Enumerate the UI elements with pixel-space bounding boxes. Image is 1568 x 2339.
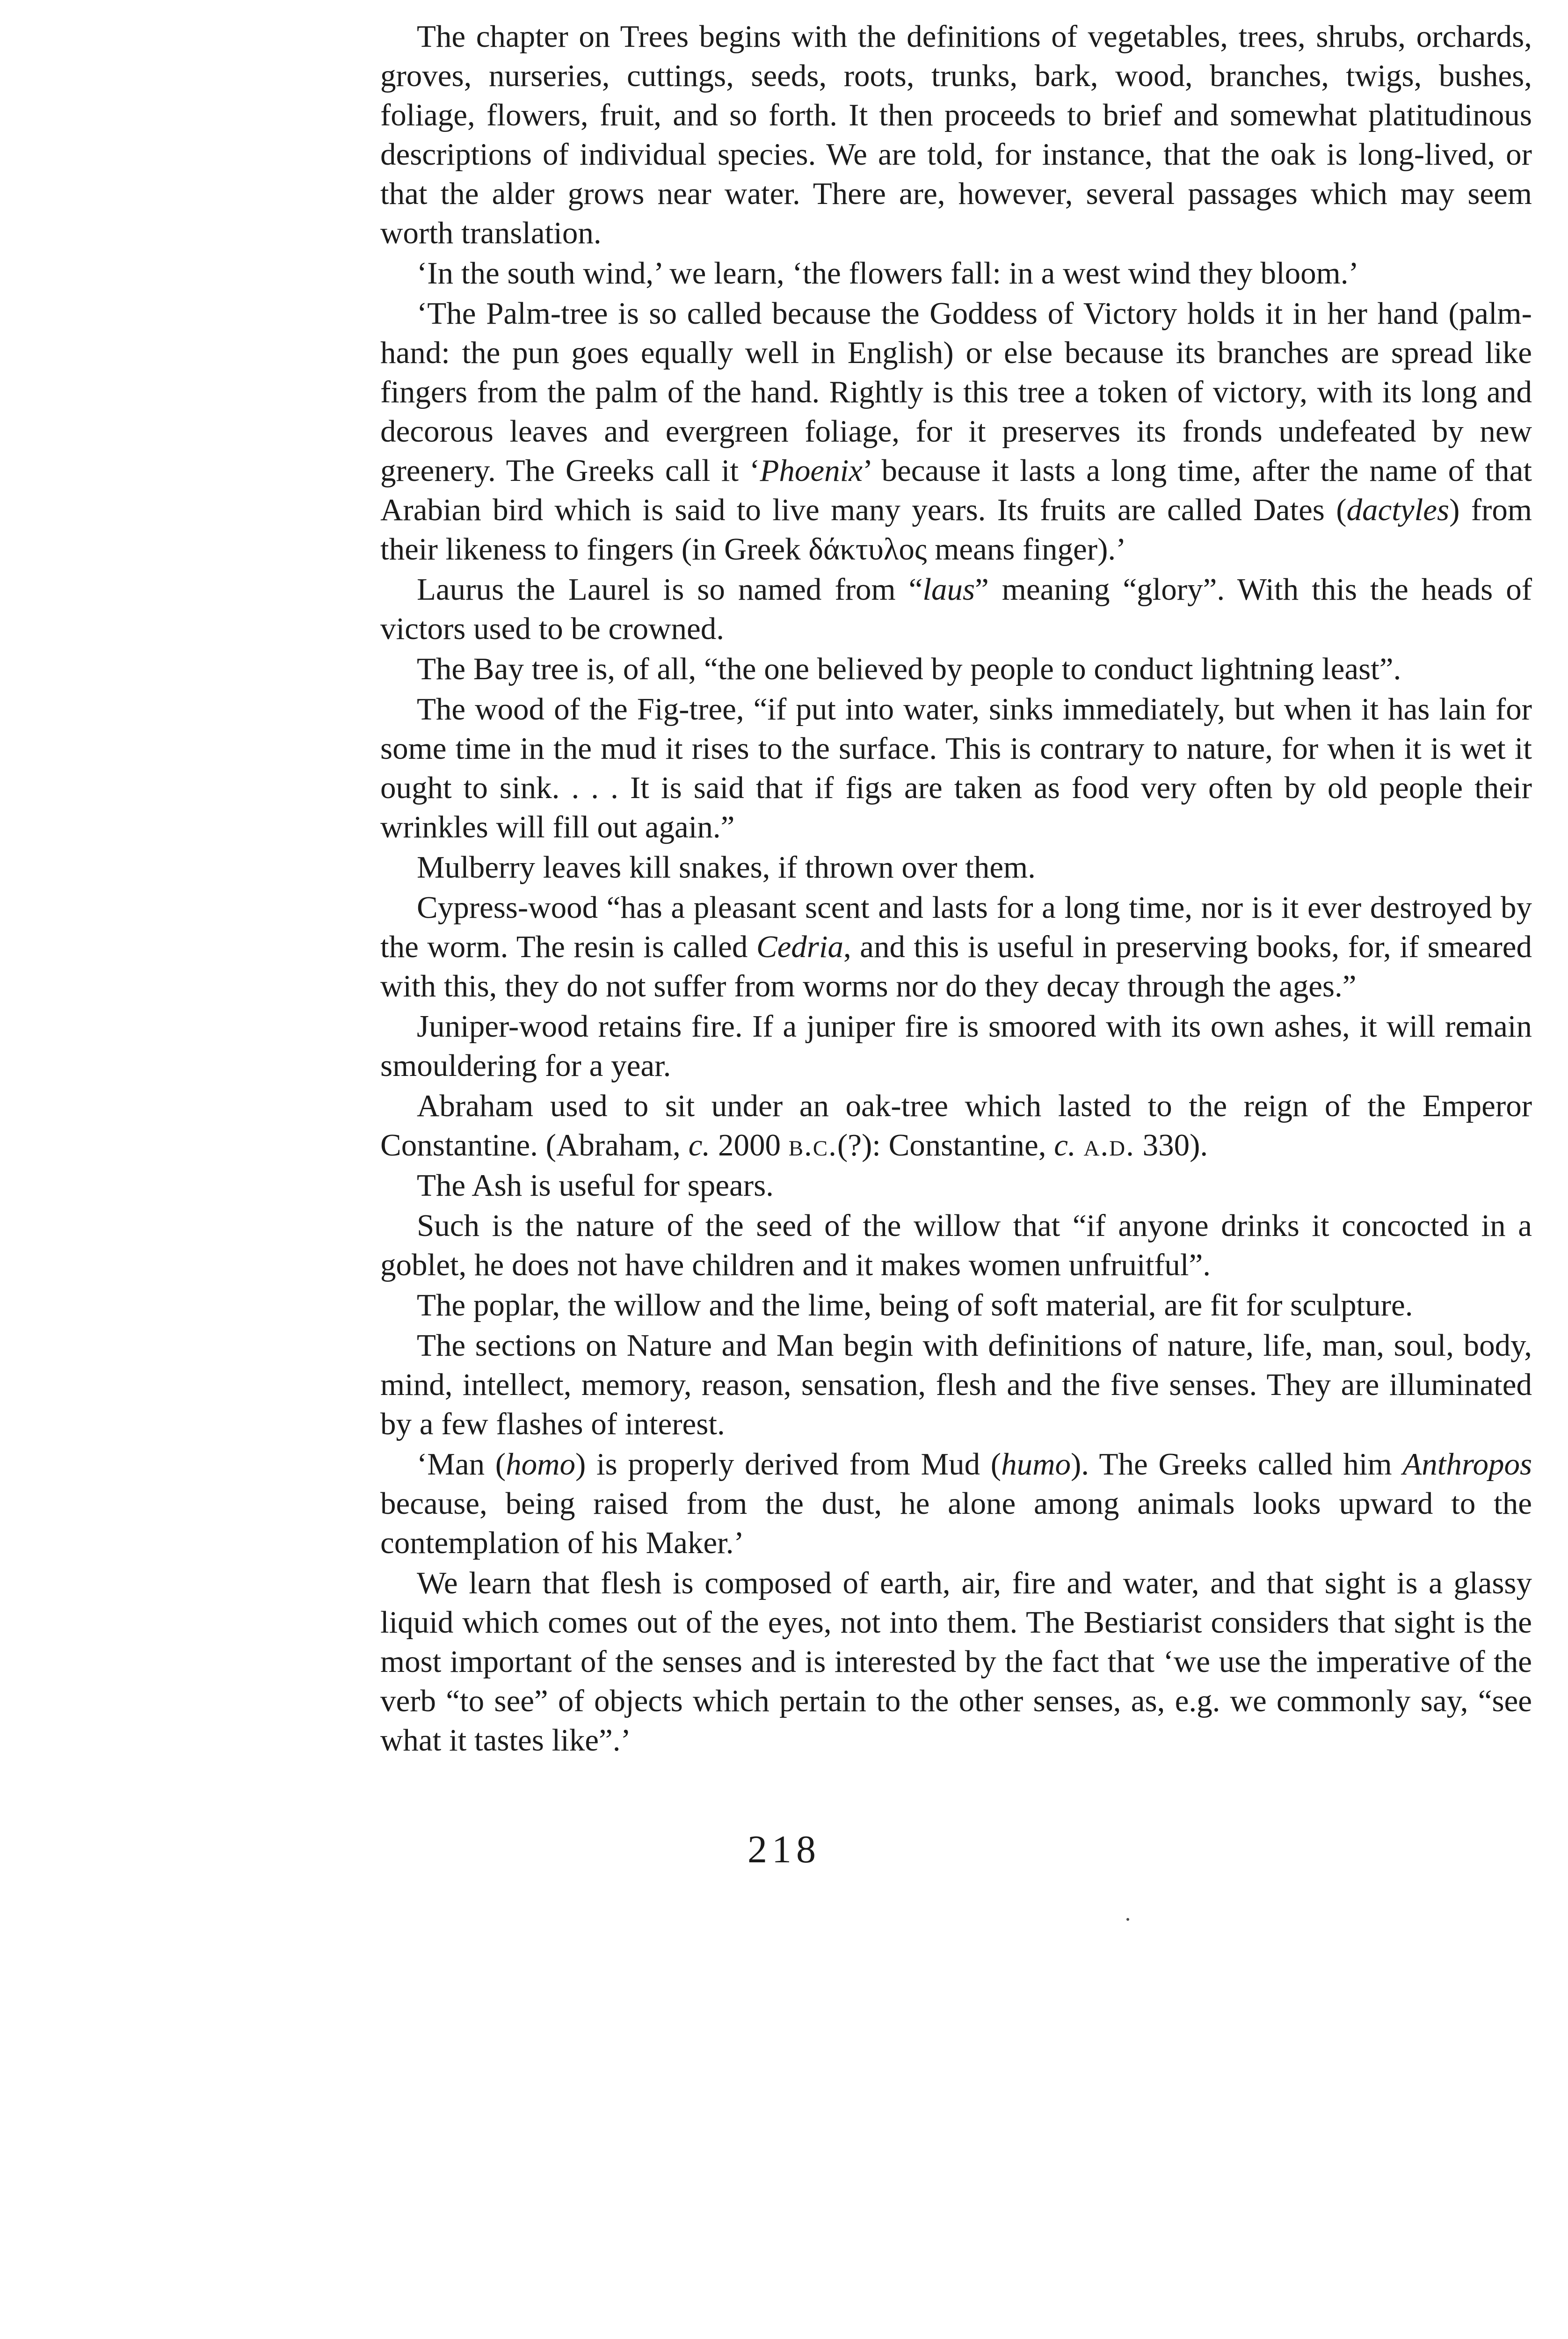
paragraph-laurel: Laurus the Laurel is so named from “laus” meaning “glory”. With this the heads of victors used to be crowned. xyxy=(380,572,1532,646)
paragraph-man-homo: ‘Man (homo) is properly derived from Mud (humo). The Greeks called him Anthropos because, being raised from the dust, he alone among animals looks upward to the contemplation of his Maker.’ xyxy=(380,1447,1532,1560)
paragraph-poplar: The poplar, the willow and the lime, being of soft material, are fit for sculpture. xyxy=(417,1288,1413,1322)
paragraph-fig-tree: The wood of the Fig-tree, “if put into water, sinks immediately, but when it has lain for some time in the mud it rises to the surface. This is contrary to nature, for when it is wet it ought to sink. . . . It is said that if figs are taken as food very often by old people their wrinkles will fill out again.” xyxy=(380,692,1532,844)
word-humo: humo xyxy=(1001,1447,1071,1482)
word-cedria: Cedria xyxy=(756,930,843,964)
paragraph-abraham: Abraham used to sit under an oak-tree which lasted to the reign of the Emperor Constantine. (Abraham, c. 2000 b.c.(?): Constantine, c. a.d. 330). xyxy=(380,1089,1532,1162)
paragraph-mulberry: Mulberry leaves kill snakes, if thrown over them. xyxy=(417,850,1036,885)
word-homo: homo xyxy=(506,1447,576,1482)
word-anthropos: Anthropos xyxy=(1402,1447,1532,1482)
paragraph-juniper: Juniper-wood retains fire. If a juniper fire is smoored with its own ashes, it will remain smouldering for a year. xyxy=(380,1009,1532,1083)
page-number: 218 xyxy=(748,1828,820,1871)
paragraph-nature-and-man: The sections on Nature and Man begin with definitions of nature, life, man, soul, body, mind, intellect, memory, reason, sensation, flesh and the five senses. They are illuminated by a few flashes of interest. xyxy=(380,1328,1532,1441)
paragraph-trees-intro: The chapter on Trees begins with the definitions of vegetables, trees, shrubs, orchards, groves, nurseries, cuttings, seeds, roots, trunks, bark, wood, branches, twigs, bushes, foliage, flowers, fruit, and so forth. It then proceeds to brief and somewhat platitudinous descriptions of individual species. We are told, for instance, that the oak is long-lived, or that the alder grows near water. There are, however, several passages which may seem worth translation. xyxy=(380,19,1532,250)
word-dactyles: dactyles xyxy=(1346,493,1450,527)
body-text xyxy=(380,17,1532,1761)
paragraph-ash: The Ash is useful for spears. xyxy=(417,1168,774,1203)
paragraph-sight: We learn that flesh is composed of earth, air, fire and water, and that sight is a glassy liquid which comes out of the eyes, not into them. The Bestiarist considers that sight is the most important of the senses and is interested by the fact that ‘we use the imperative of the verb “to see” of objects which pertain to the other senses, as, e.g. we commonly say, “see what it tastes like”.’ xyxy=(380,1566,1532,1758)
paragraph-cypress: Cypress-wood “has a pleasant scent and lasts for a long time, nor is it ever destroyed by the worm. The resin is called Cedria, and this is useful in preserving books, for, if smeared with this, they do not suffer from worms nor do they decay through the ages.” xyxy=(380,890,1532,1003)
word-laus: laus xyxy=(922,572,975,607)
paragraph-willow-seed: Such is the nature of the seed of the willow that “if anyone drinks it concocted in a goblet, he does not have children and it makes women unfruitful”. xyxy=(380,1208,1532,1282)
paragraph-palm-tree: ‘The Palm-tree is so called because the Goddess of Victory holds it in her hand (palm-hand: the pun goes equally well in English) or else because its branches are spread like fingers from the palm of the hand. Rightly is this tree a token of victory, with its long and decorous leaves and evergreen foliage, for it preserves its fronds undefeated by new greenery. The Greeks call it ‘Phoenix’ because it lasts a long time, after the name of that Arabian bird which is said to live many years. Its fruits are called Dates (dactyles) from their likeness to fingers (in Greek δάκτυλος means finger).’ xyxy=(380,296,1532,567)
word-phoenix: Phoenix xyxy=(760,453,863,488)
paragraph-bay-tree: The Bay tree is, of all, “the one believed by people to conduct lightning least”. xyxy=(417,652,1401,686)
paragraph-south-wind: ‘In the south wind,’ we learn, ‘the flowers fall: in a west wind they bloom.’ xyxy=(417,256,1359,291)
print-speck xyxy=(1126,1918,1129,1921)
